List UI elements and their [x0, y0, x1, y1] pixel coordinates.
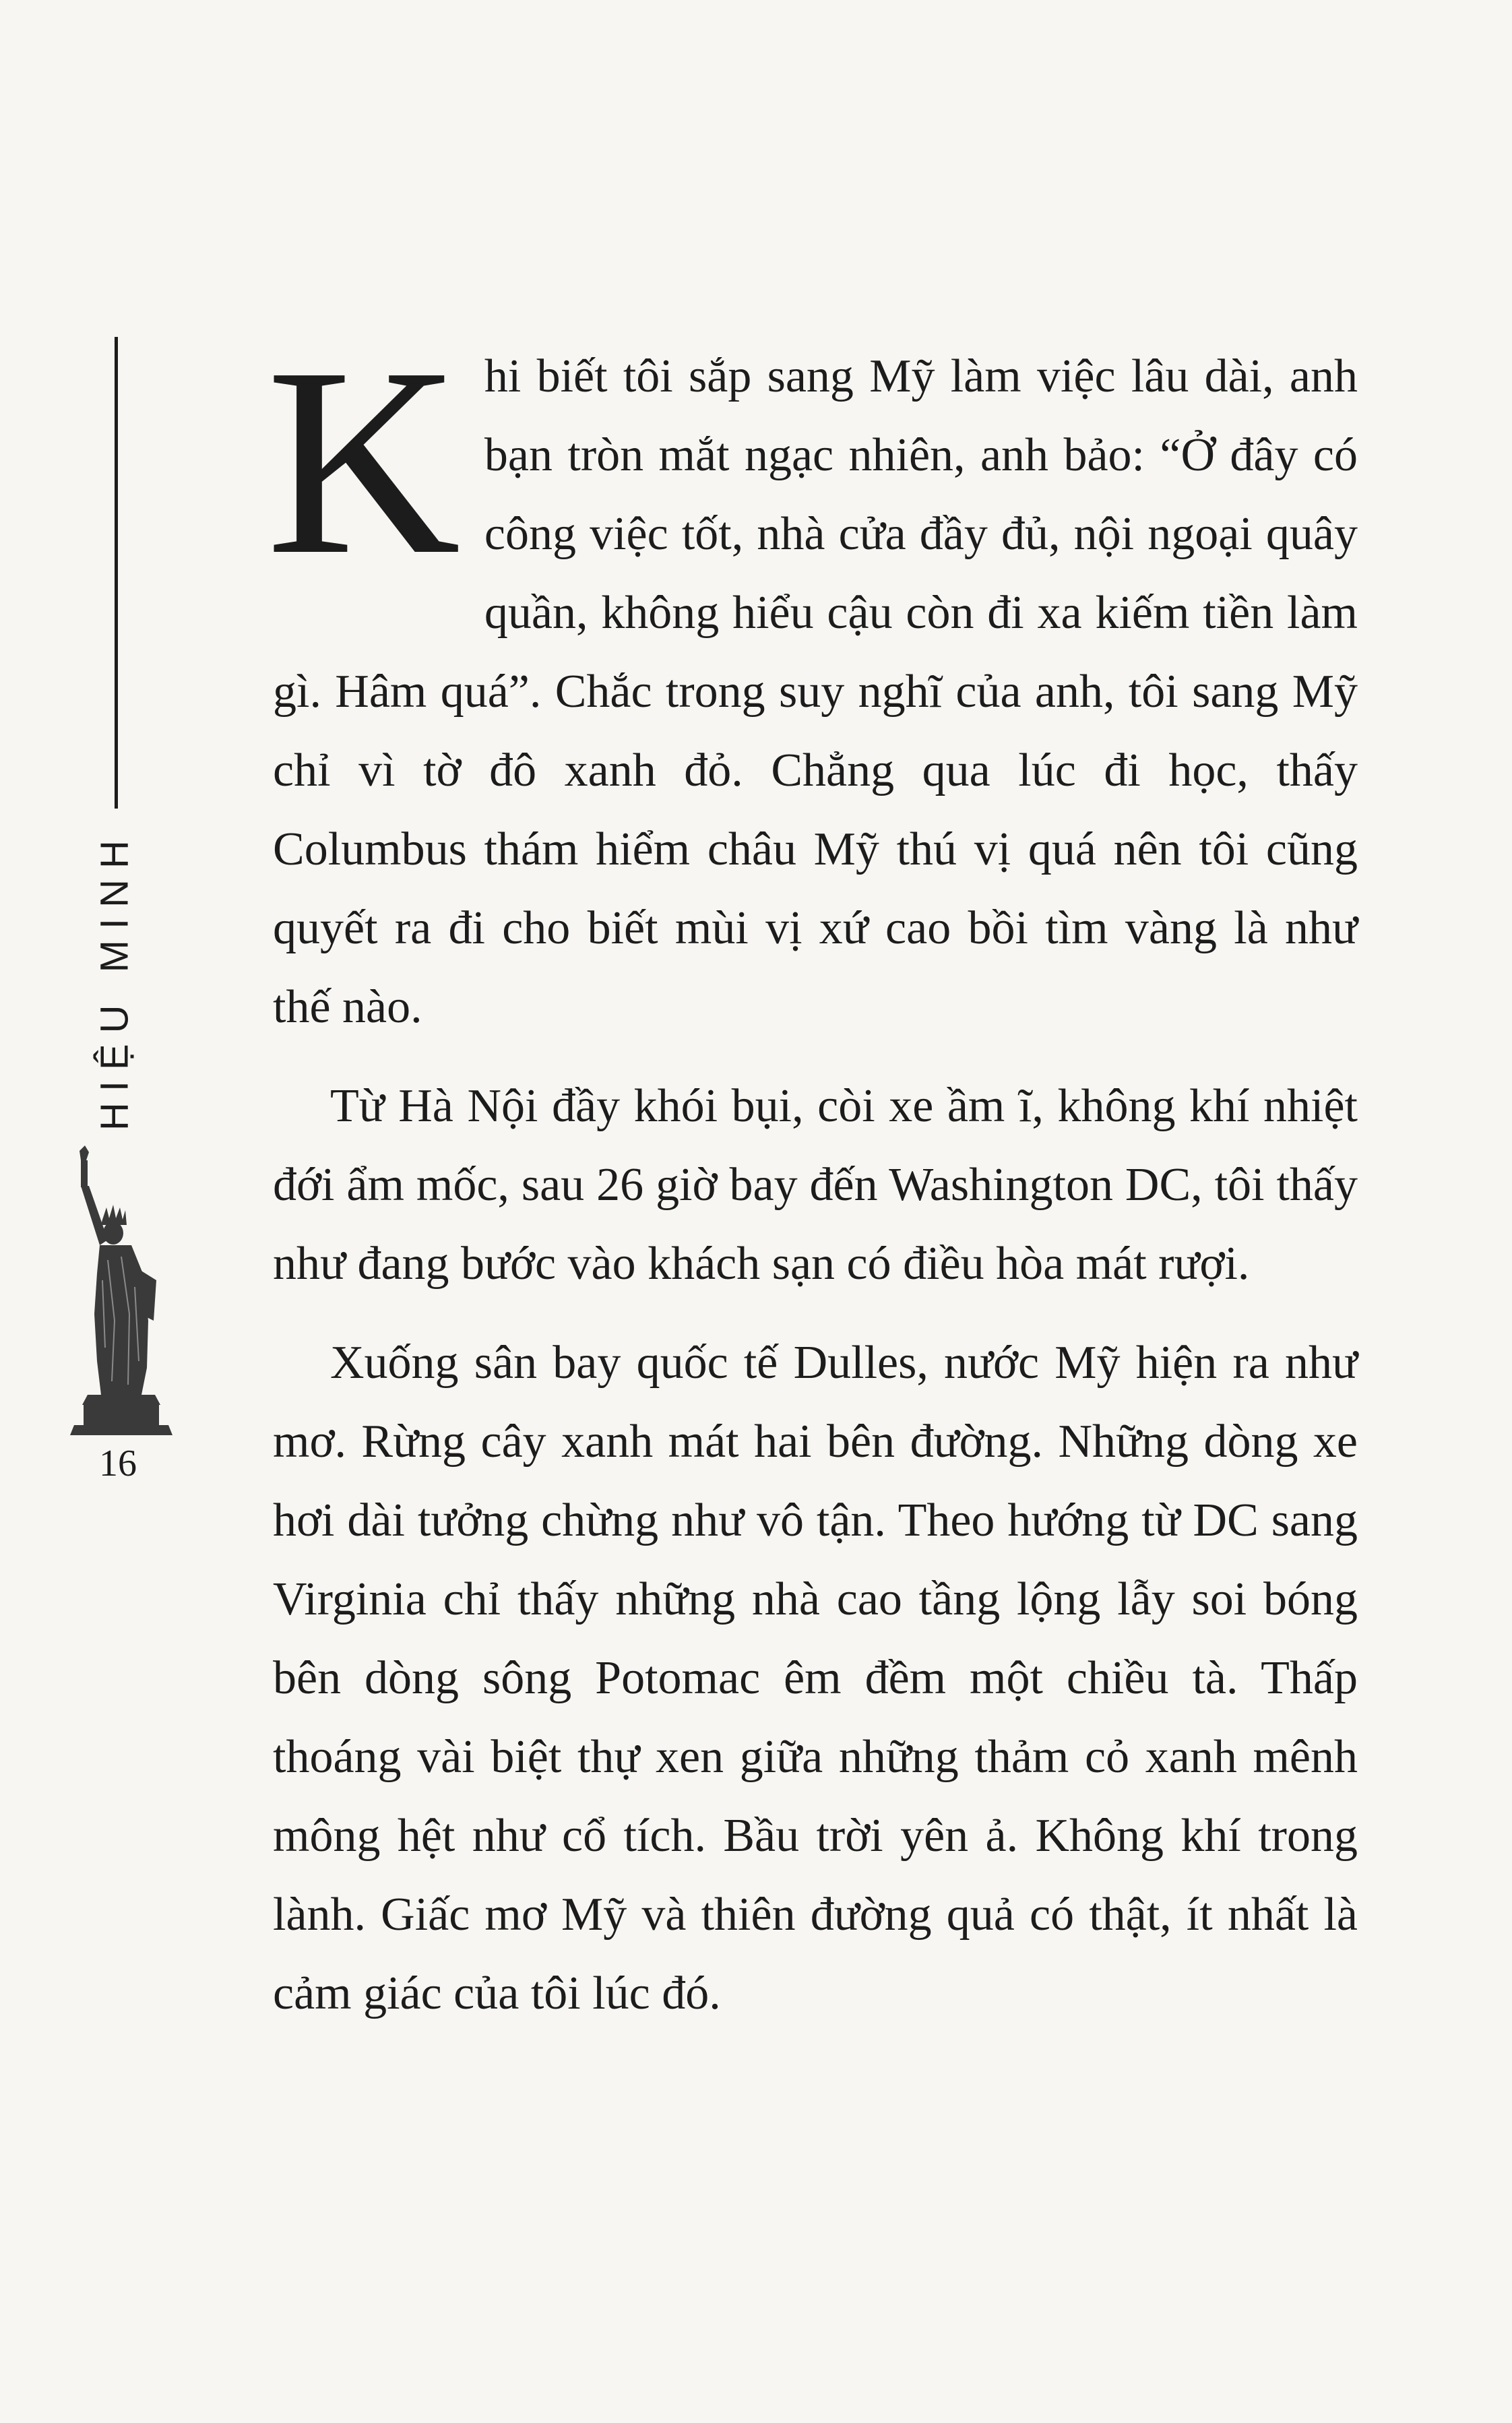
paragraph-3: Xuống sân bay quốc tế Dulles, nước Mỹ hiện ra như mơ. Rừng cây xanh mát hai bên đường. Những dòng xe hơi dài tưởng chừng như vô tận. Theo hướng từ DC sang Virginia chỉ thấy những nhà cao tầng lộng lẫy soi bóng bên dòng sông Potomac êm đềm một chiều tà. Thấp thoáng vài biệt thự xen giữa những thảm cỏ xanh mênh mông hệt như cổ tích. Bầu trời yên ả. Không khí trong lành. Giấc mơ Mỹ và thiên đường quả có thật, ít nhất là cảm giác của tôi lúc đó.: [273, 1337, 1358, 2019]
drop-cap: K: [266, 312, 461, 610]
paragraph-1: [266, 312, 1358, 1046]
paragraph-2: Từ Hà Nội đầy khói bụi, còi xe ầm ĩ, không khí nhiệt đới ẩm mốc, sau 26 giờ bay đến Washington DC, tôi thấy như đang bước vào khách sạn có điều hòa mát rượi.: [273, 1080, 1358, 1290]
page-number: 16: [99, 1443, 137, 1484]
paragraph-1-text: hi biết tôi sắp sang Mỹ làm việc lâu dài, anh bạn tròn mắt ngạc nhiên, anh bảo: “Ở đây có công việc tốt, nhà cửa đầy đủ, nội ngoại quây quần, không hiểu cậu còn đi xa kiếm tiền làm gì. Hâm quá”. Chắc trong suy nghĩ của anh, tôi sang Mỹ chỉ vì tờ đô xanh đỏ. Chẳng qua lúc đi học, thấy Columbus thám hiểm châu Mỹ thú vị quá nên tôi cũng quyết ra đi cho biết mùi vị xứ cao bồi tìm vàng là như thế nào.: [273, 350, 1358, 1033]
margin-rule: [115, 337, 118, 809]
running-head-author: HIỆU MINH: [92, 829, 137, 1131]
statue-of-liberty-icon: [67, 1145, 175, 1435]
body-text: [266, 312, 1358, 2053]
